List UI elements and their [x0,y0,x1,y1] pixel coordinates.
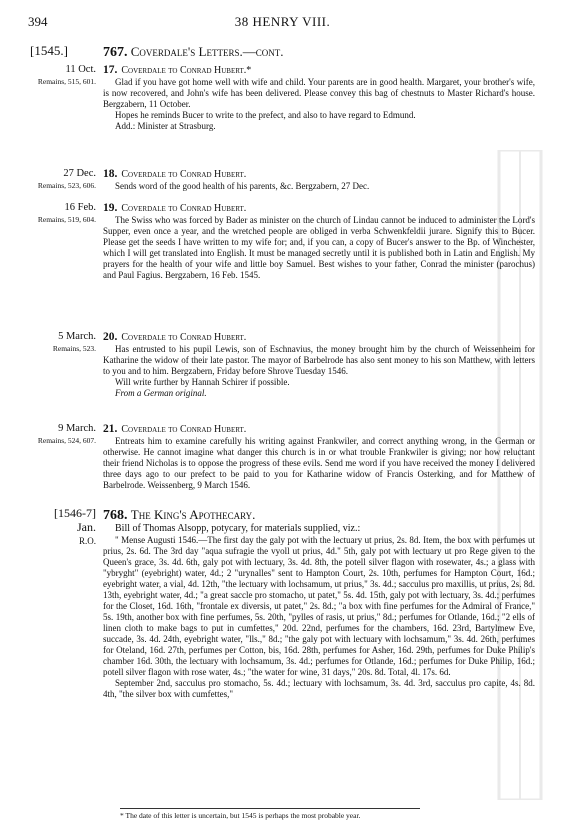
letter-21 [103,423,535,491]
letter-21-margin [28,423,96,447]
entry-768-number: 768. [103,508,128,523]
entry-768-title: The King's Apothecary. [130,507,256,522]
letter-18-date: 27 Dec. [63,168,96,179]
letter-19 [103,202,535,281]
letter-21-body: Entreats him to examine carefully his writing against Frankwiler, and correct anything wrong, in the German or otherwise. He cannot imagine what danger this church is in or what trouble Frankwiler is giving; nor how reluctant their friend Nicholas is to oppose the progress of these evils. Send me word if you have received the money I delivered three days ago to our prefect to be paid to you for Katharine widow of Francis Osterking, and for Matthew of Barbelrode. Weissenberg, 9 March 1546. [103,436,535,490]
letter-17-title: Coverdale to Conrad Hubert.* [121,65,252,76]
entry-768 [103,507,535,700]
letter-20-date: 5 March. [58,331,96,342]
page-header [28,14,537,32]
entry-767-title: Coverdale's Letters.—cont. [130,44,284,59]
letter-18-number: 18. [103,168,118,180]
letter-18-title: Coverdale to Conrad Hubert. [121,169,247,180]
letter-20-remains: Remains, 523. [52,344,96,353]
letter-17-heading [103,64,535,77]
letter-18-body: Sends word of the good health of his parents, &c. Bergzabern, 27 Dec. [115,181,370,191]
letter-21-title: Coverdale to Conrad Hubert. [121,424,247,435]
letter-19-date: 16 Feb. [64,202,96,213]
entry-768-august: " Mense Augusti 1546.—The first day the galy pot with the lectuary ut prius, 2s. 8d. Item, the box with perfumes ut prius, 2s. 6d. The 3rd day "aqua sufragie the vyoll ut prius, 4d." 5th, galy pot with lectuary ut pro Rege given to the Queen's grace, 3s. 4d. 6th, galy pot with lectuary, 3s. 4d. 8th, the potell silver flagon with rosewater, 4s.; a glass with "ybryght" (eyebright) water, 4d.; 2 "urynalles" sent to Hampton Court, 2s. 10th, perfumes for Hampton Court, 16d.; eyebright water, a vial, 4d. 12th, "the lectuary with lochsamum, ut prius," 3s. 4d.; sacculus pro maxillis, ut prius, 2s. 8d. 13th, eyebright water, 4d.; "a great saccle pro stomacho, ut patet," 5s. 4d. 15th, galy pot with lectuary, 3s. 4d.; perfumes for the Closet, 16d. 16th, "frontale ex diversis, ut patet," 2s. 8d.; "a box with fine perfumes for the Admiral of France," 5s. 19th, another box with fine perfumes, 5s. 20th, "pylles of rasis, ut prius," 8d.; perfumes for Otlande, 16d.; "2 ells of linen cloth to make bags to put in cumfettes," 20d. 22nd, perfumes for the chambers, 16d. 23rd, Bartylmew Eve, succade, 3s. 4d. 24th, eyebright water, "lls.," 8d.; "the galy pot with lectuary with lochsamum," 3s. 4d. 26th, perfumes for Oteland, 16d. 27th, perfumes per Cotton, bis, 16d. 28th, perfumes for Asher, 16d. 29th, perfumes for Duke Philip's chamber 16d. 30th, the lectuary with lochsamum, 3s. 4d.; perfumes for Otlande, 16d.; perfumes for Duke Philip, 16d.; potell silver flagon with rose water, 4s.; "the water for wine, 31 days," 20s. 8d. Total, 4l. 17s. 6d. [103,535,535,677]
letter-18-margin [28,168,96,192]
watermark-stamp [495,150,545,800]
letter-20-source: From a German original. [115,388,207,398]
letter-20-margin [28,331,96,355]
footnote: * The date of this letter is uncertain, but 1545 is perhaps the most probable year. [120,811,361,820]
letter-20-title: Coverdale to Conrad Hubert. [121,332,247,343]
letter-20-postscript: Will write further by Hannah Schirer if possible. [115,377,290,387]
letter-20-heading [103,331,535,344]
letter-19-number: 19. [103,202,118,214]
page-number: 394 [28,14,48,29]
letter-21-number: 21. [103,423,118,435]
entry-768-margin [28,506,96,548]
letter-17-postscript: Hopes he reminds Bucer to write to the prefect, and also to have regard to Edmund. [115,110,416,120]
letter-19-margin [28,202,96,226]
letter-20-source-note [103,388,535,399]
letter-17-date: 11 Oct. [65,64,96,75]
entry-768-year: [1546-7] [54,506,96,520]
entry-768-heading [103,507,535,523]
entry-767-heading [103,44,535,60]
letter-20-number: 20. [103,331,118,343]
letter-17-remains: Remains, 515, 601. [37,77,96,86]
year-tag: [1545.] [30,43,68,58]
letter-17-body: Glad if you have got home well with wife and child. Your parents are in good health. Margaret, your brother's wife, is now recovered, and John's wife has been delivered. Please convey this bag of chestnuts to Master Richard's house. Bergzabern, 11 October. [103,77,535,109]
letter-20-body: Has entrusted to his pupil Lewis, son of Eschnavius, the money brought him by the church of Weissenheim for Katharine the widow of their late pastor. The mayor of Barbelrode has also sent money to his son Matthew, with letters to you and to him. Bergzabern, Friday before Shrove Tuesday 1546. [103,344,535,376]
running-head: 38 HENRY VIII. [234,14,331,29]
entry-768-september: September 2nd, sacculus pro stomacho, 5s. 4d.; lectuary with lochsamum, 3s. 4d. 3rd, sacculus pro capite, 4s. 8d. 4th, "the silver box with cumfettes," [103,678,535,699]
letter-21-remains: Remains, 524, 607. [37,436,96,445]
entry-768-source: R.O. [78,536,96,546]
footnote-rule [120,808,420,809]
letter-21-date: 9 March. [58,423,96,434]
letter-17-number: 17. [103,64,118,76]
letter-19-remains: Remains, 519, 604. [37,215,96,224]
letter-19-heading [103,202,535,215]
entry-768-month: Jan. [77,520,96,534]
letter-18-remains: Remains, 523, 606. [37,181,96,190]
letter-18-heading [103,168,535,181]
letter-19-title: Coverdale to Conrad Hubert. [121,203,247,214]
letter-21-heading [103,423,535,436]
entry-768-intro: Bill of Thomas Alsopp, potycary, for materials supplied, viz.: [115,523,361,534]
letter-17-margin [28,64,96,88]
letter-18 [103,168,535,192]
letter-19-body: The Swiss who was forced by Bader as minister on the church of Lindau cannot be induced to administer the Lord's Supper, even once a year, and the wretched people are obliged in verba Schwenkfeldii jurare. Signify this to Bucer. Please get the seeds I have written to my wife for; and, if you can, a copy of Bucer's answer to the Bp. of Winchester, which I will get translated into English. It must be managed secretly until it is published both in Latin and English. My prayers for the health of your wife and little boy Samuel. Best wishes to your father, Conrad the minister (parochus) and Paul Fagius. Bergzabern, 16 Feb. 1545. [103,215,535,280]
letter-17 [103,64,535,132]
letter-17-address: Add.: Minister at Strasburg. [115,121,216,131]
entry-767-number: 767. [103,45,128,60]
letter-20 [103,331,535,399]
